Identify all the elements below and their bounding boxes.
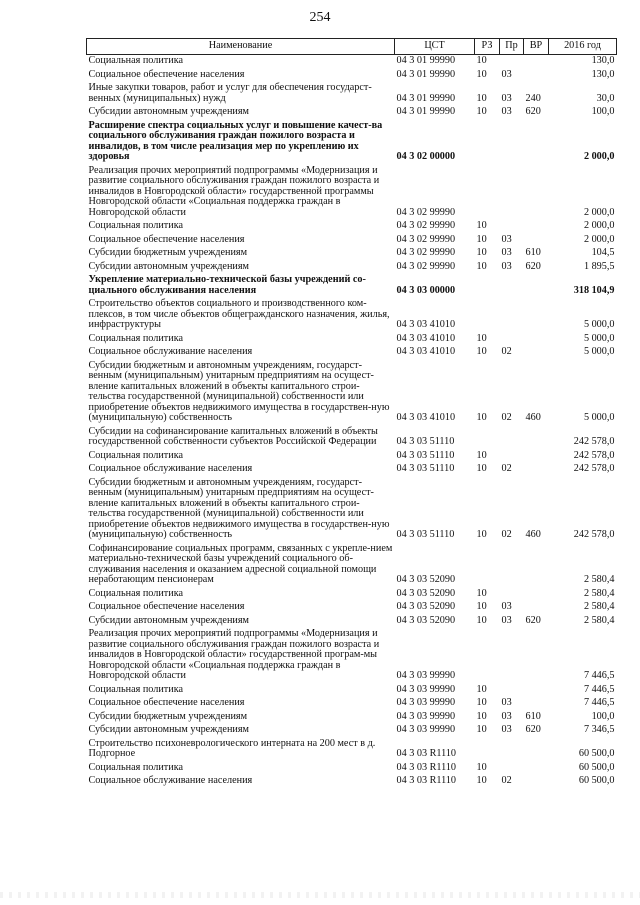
budget-table — [86, 38, 617, 789]
cell-pr: 03 — [501, 614, 512, 626]
table-row — [87, 775, 617, 789]
cell-name: Субсидии автономным учреждениям — [88, 614, 249, 626]
cell-rz — [475, 426, 500, 450]
cell-pr: 03 — [501, 260, 512, 272]
cell-amount: 5 000,0 — [583, 412, 615, 423]
cell-amount: 2 000,0 — [583, 220, 615, 231]
cell-vr: 620 — [525, 106, 541, 117]
cell-amount: 130,0 — [591, 55, 615, 66]
cell-vr: 460 — [525, 529, 541, 540]
cell-vr — [524, 69, 549, 83]
cell-vr — [524, 628, 549, 684]
cell-vr — [524, 697, 549, 711]
cell-cst: 04 3 02 00000 — [396, 151, 456, 162]
cell-name: Субсидии автономным учреждениям — [88, 106, 249, 117]
table-row — [87, 628, 617, 684]
cell-cst: 04 3 03 51110 — [396, 449, 455, 461]
cell-rz: 10 — [476, 697, 487, 708]
cell-name: Реализация прочих мероприятий подпрограммы «Модернизация и развитие социального обслуживания граждан пожилого возраста и инвалидов в Новгородской области» государственной програм-мы Новгородской области «Социальная поддержка граждан в Новгородской области — [88, 628, 380, 681]
table-row — [87, 697, 617, 711]
cell-rz: 10 — [476, 55, 487, 66]
table-row — [87, 55, 617, 69]
cell-pr: 02 — [501, 463, 512, 474]
cell-name: Субсидии бюджетным учреждениям — [88, 247, 248, 258]
cell-cst: 04 3 02 99990 — [396, 206, 456, 218]
cell-amount: 2 000,0 — [583, 206, 615, 218]
cell-rz: 10 — [476, 710, 487, 722]
header-pr: Пр — [500, 39, 524, 55]
cell-rz: 10 — [476, 775, 487, 786]
cell-pr — [500, 220, 524, 234]
cell-rz — [475, 738, 500, 762]
cell-cst: 04 3 03 41010 — [396, 332, 456, 344]
cell-pr — [500, 628, 524, 684]
table-row — [87, 426, 617, 450]
cell-amount: 2 580,4 — [583, 574, 615, 585]
cell-pr — [500, 762, 524, 776]
cell-amount: 100,0 — [591, 710, 615, 722]
cell-name: Субсидии бюджетным и автономным учреждениям, государст-венным (муниципальным) унитарным предприятиям на осущест-вление капитальных вложений в объекты капитального строи-тельства государственной (муниципальной) собственности или приобретение объектов недвижимого имущества в государствен-ную (муниципальную) собственность — [88, 476, 390, 540]
cell-rz: 10 — [476, 614, 487, 626]
cell-amount: 60 500,0 — [578, 775, 615, 786]
table-row — [87, 247, 617, 261]
cell-pr: 03 — [501, 247, 512, 258]
cell-pr — [500, 298, 524, 333]
cell-name: Строительство психоневрологического интерната на 200 мест в д. Подгорное — [88, 737, 376, 759]
cell-amount: 130,0 — [591, 68, 615, 80]
cell-name: Социальное обслуживание населения — [88, 775, 253, 786]
table-row — [87, 333, 617, 347]
cell-vr: 620 — [525, 260, 541, 272]
cell-pr — [500, 426, 524, 450]
cell-rz: 10 — [476, 724, 487, 735]
cell-cst: 04 3 01 99990 — [396, 106, 456, 117]
cell-name: Софинансирование социальных программ, связанных с укрепле-нием материально-технической базы учреждений социального об-служивания населения и оказанием адресной социальной помощи неработающим пенсионерам — [88, 542, 393, 585]
header-vr: ВР — [524, 39, 549, 55]
table-row — [87, 165, 617, 221]
cell-pr: 02 — [501, 775, 512, 786]
cell-name: Укрепление материально-технической базы учреждений со-циального обслуживания населения — [88, 274, 366, 296]
cell-cst: 04 3 03 51110 — [396, 529, 455, 540]
cell-vr — [524, 684, 549, 698]
cell-cst: 04 3 02 99990 — [396, 233, 456, 245]
cell-cst: 04 3 03 99990 — [396, 697, 456, 708]
header-cst: ЦСТ — [395, 39, 475, 55]
cell-cst: 04 3 03 41010 — [396, 319, 456, 330]
table-row — [87, 106, 617, 120]
cell-name: Социальная политика — [88, 449, 184, 461]
cell-rz: 10 — [476, 92, 487, 104]
cell-amount: 100,0 — [591, 106, 615, 117]
cell-rz: 10 — [476, 587, 487, 599]
cell-pr: 03 — [501, 601, 512, 612]
table-row — [87, 360, 617, 426]
cell-cst: 04 3 02 99990 — [396, 260, 456, 272]
cell-pr — [500, 274, 524, 298]
cell-cst: 04 3 03 51110 — [396, 436, 455, 447]
cell-name: Субсидии на софинансирование капитальных вложений в объекты государственной собственности субъектов Российской Федерации — [88, 425, 378, 447]
cell-rz: 10 — [476, 683, 487, 695]
header-name: Наименование — [87, 39, 395, 55]
cell-vr: 610 — [525, 247, 541, 258]
table-row — [87, 615, 617, 629]
cell-vr — [524, 346, 549, 360]
table-row — [87, 234, 617, 248]
table-row — [87, 463, 617, 477]
cell-amount: 2 580,4 — [583, 587, 615, 599]
cell-pr — [500, 333, 524, 347]
cell-vr — [524, 463, 549, 477]
cell-vr — [524, 762, 549, 776]
cell-name: Реализация прочих мероприятий подпрограммы «Модернизация и развитие социального обслуживания граждан пожилого возраста и инвалидов в Новгородской области» государственной программы Новгородской области «Социальная поддержка граждан в Новгородской области — [88, 164, 380, 218]
cell-cst: 04 3 03 99990 — [396, 670, 456, 681]
cell-vr: 620 — [525, 614, 541, 626]
cell-pr — [500, 543, 524, 588]
cell-rz — [475, 543, 500, 588]
cell-vr — [524, 274, 549, 298]
cell-amount: 1 895,5 — [583, 260, 615, 272]
cell-rz: 10 — [476, 412, 487, 423]
cell-cst: 04 3 03 99990 — [396, 710, 456, 722]
cell-vr — [524, 55, 549, 69]
cell-cst: 04 3 03 52090 — [396, 614, 456, 626]
table-row — [87, 220, 617, 234]
cell-name: Социальная политика — [88, 332, 184, 344]
table-row — [87, 477, 617, 543]
cell-vr — [524, 775, 549, 789]
cell-amount: 5 000,0 — [583, 346, 615, 357]
cell-name: Социальная политика — [88, 683, 184, 695]
table-row — [87, 601, 617, 615]
cell-cst: 04 3 03 52090 — [396, 574, 456, 585]
cell-vr — [524, 298, 549, 333]
cell-vr — [524, 543, 549, 588]
table-row — [87, 69, 617, 83]
cell-amount: 5 000,0 — [583, 332, 615, 344]
cell-name: Субсидии бюджетным учреждениям — [88, 710, 248, 722]
cell-amount: 2 000,0 — [583, 233, 615, 245]
cell-name: Социальная политика — [88, 587, 184, 599]
cell-rz — [475, 120, 500, 165]
cell-cst: 04 3 01 99990 — [396, 92, 456, 104]
table-row — [87, 274, 617, 298]
cell-vr — [524, 234, 549, 248]
cell-amount: 2 580,4 — [583, 614, 615, 626]
cell-name: Иные закупки товаров, работ и услуг для обеспечения государст-венных (муниципальных) нужд — [88, 82, 372, 104]
cell-rz: 10 — [476, 529, 487, 540]
cell-amount: 7 446,5 — [583, 683, 615, 695]
cell-name: Расширение спектра социальных услуг и повышение качест-ва социального обслуживания граждан пожилого возраста и инвалидов, в том числе реализация мер по укреплению их здоровья — [88, 119, 383, 162]
cell-vr — [524, 738, 549, 762]
cell-pr — [500, 55, 524, 69]
cell-pr — [500, 588, 524, 602]
cell-amount: 242 578,0 — [573, 449, 615, 461]
cell-rz: 10 — [476, 346, 487, 357]
cell-pr: 03 — [501, 92, 512, 104]
cell-vr: 460 — [525, 412, 541, 423]
cell-amount: 60 500,0 — [578, 761, 615, 773]
table-row — [87, 261, 617, 275]
cell-rz: 10 — [476, 260, 487, 272]
table-row — [87, 588, 617, 602]
cell-rz: 10 — [476, 247, 487, 258]
cell-rz: 10 — [476, 233, 487, 245]
cell-rz — [475, 628, 500, 684]
cell-pr: 03 — [501, 724, 512, 735]
cell-name: Субсидии бюджетным и автономным учреждениям, государст-венным (муниципальным) унитарным предприятиям на осущест-вление капитальных вложений в объекты капитального строи-тельства государственной (муниципальной) собственности или приобретение объектов недвижимого имущества в государствен-ную (муниципальную) собственность — [88, 359, 390, 423]
cell-name: Социальное обеспечение населения — [88, 233, 245, 245]
cell-vr — [524, 426, 549, 450]
table-row — [87, 120, 617, 165]
scan-artifact — [0, 892, 640, 898]
cell-name: Социальное обеспечение населения — [88, 697, 245, 708]
cell-cst: 04 3 03 41010 — [396, 412, 456, 423]
cell-rz: 10 — [476, 601, 487, 612]
cell-amount: 7 446,5 — [583, 697, 615, 708]
cell-amount: 7 346,5 — [583, 724, 615, 735]
table-header-row — [87, 39, 617, 55]
cell-rz: 10 — [476, 761, 487, 773]
table-row — [87, 543, 617, 588]
cell-pr: 03 — [501, 697, 512, 708]
table-row — [87, 738, 617, 762]
cell-cst: 04 3 03 99990 — [396, 683, 456, 695]
cell-pr: 03 — [501, 710, 512, 722]
cell-rz: 10 — [476, 220, 487, 231]
cell-pr — [500, 120, 524, 165]
cell-vr — [524, 120, 549, 165]
cell-cst: 04 3 03 52090 — [396, 601, 456, 612]
cell-name: Строительство объектов социального и производственного ком-плексов, в том числе объектов общегражданского назначения, жилья, инфраструктуры — [88, 298, 390, 330]
cell-amount: 242 578,0 — [573, 529, 615, 540]
cell-cst: 04 3 01 99990 — [396, 68, 456, 80]
cell-vr — [524, 588, 549, 602]
cell-rz — [475, 165, 500, 221]
cell-name: Социальное обеспечение населения — [88, 68, 245, 80]
cell-name: Социальное обслуживание населения — [88, 346, 253, 357]
cell-rz — [475, 298, 500, 333]
cell-name: Субсидии автономным учреждениям — [88, 724, 249, 735]
table-row — [87, 346, 617, 360]
cell-pr — [500, 684, 524, 698]
cell-rz: 10 — [476, 68, 487, 80]
cell-amount: 318 104,9 — [573, 284, 615, 296]
cell-vr — [524, 220, 549, 234]
cell-pr: 03 — [501, 106, 512, 117]
cell-rz: 10 — [476, 332, 487, 344]
table-row — [87, 684, 617, 698]
cell-cst: 04 3 02 99990 — [396, 247, 456, 258]
cell-pr — [500, 165, 524, 221]
table-row — [87, 762, 617, 776]
cell-name: Социальное обеспечение населения — [88, 601, 245, 612]
cell-amount: 60 500,0 — [578, 748, 615, 759]
cell-cst: 04 3 02 99990 — [396, 220, 456, 231]
table-row — [87, 82, 617, 106]
cell-name: Социальная политика — [88, 761, 184, 773]
cell-name: Субсидии автономным учреждениям — [88, 260, 249, 272]
cell-pr: 02 — [501, 529, 512, 540]
cell-amount: 2 580,4 — [583, 601, 615, 612]
table-row — [87, 711, 617, 725]
cell-cst: 04 3 03 00000 — [396, 284, 456, 296]
header-year: 2016 год — [549, 39, 617, 55]
cell-cst: 04 3 03 51110 — [396, 463, 455, 474]
cell-pr — [500, 450, 524, 464]
cell-amount: 242 578,0 — [573, 463, 615, 474]
cell-amount: 242 578,0 — [573, 436, 615, 447]
cell-vr — [524, 333, 549, 347]
cell-cst: 04 3 03 41010 — [396, 346, 456, 357]
cell-rz: 10 — [476, 106, 487, 117]
cell-amount: 2 000,0 — [583, 151, 615, 162]
cell-rz — [475, 274, 500, 298]
cell-amount: 30,0 — [596, 92, 615, 104]
cell-amount: 5 000,0 — [583, 319, 615, 330]
cell-cst: 04 3 03 R1110 — [396, 761, 457, 773]
table-row — [87, 450, 617, 464]
cell-vr — [524, 601, 549, 615]
header-rz: РЗ — [475, 39, 500, 55]
cell-amount: 7 446,5 — [583, 670, 615, 681]
cell-vr: 620 — [525, 724, 541, 735]
cell-cst: 04 3 03 52090 — [396, 587, 456, 599]
cell-vr — [524, 450, 549, 464]
cell-pr: 03 — [501, 233, 512, 245]
cell-pr: 02 — [501, 346, 512, 357]
cell-vr — [524, 165, 549, 221]
cell-cst: 04 3 03 99990 — [396, 724, 456, 735]
cell-name: Социальная политика — [88, 220, 184, 231]
cell-amount: 104,5 — [591, 247, 615, 258]
page-number: 254 — [309, 10, 331, 25]
cell-cst: 04 3 03 R1110 — [396, 748, 457, 759]
cell-rz: 10 — [476, 463, 487, 474]
cell-vr: 610 — [525, 710, 541, 722]
cell-vr: 240 — [525, 92, 541, 104]
cell-name: Социальное обслуживание населения — [88, 463, 253, 474]
cell-name: Социальная политика — [88, 55, 184, 66]
cell-pr: 03 — [501, 68, 512, 80]
cell-cst: 04 3 01 99990 — [396, 55, 456, 66]
cell-pr — [500, 738, 524, 762]
cell-pr: 02 — [501, 412, 512, 423]
table-row — [87, 298, 617, 333]
table-row — [87, 724, 617, 738]
cell-rz: 10 — [476, 449, 487, 461]
cell-cst: 04 3 03 R1110 — [396, 775, 457, 786]
